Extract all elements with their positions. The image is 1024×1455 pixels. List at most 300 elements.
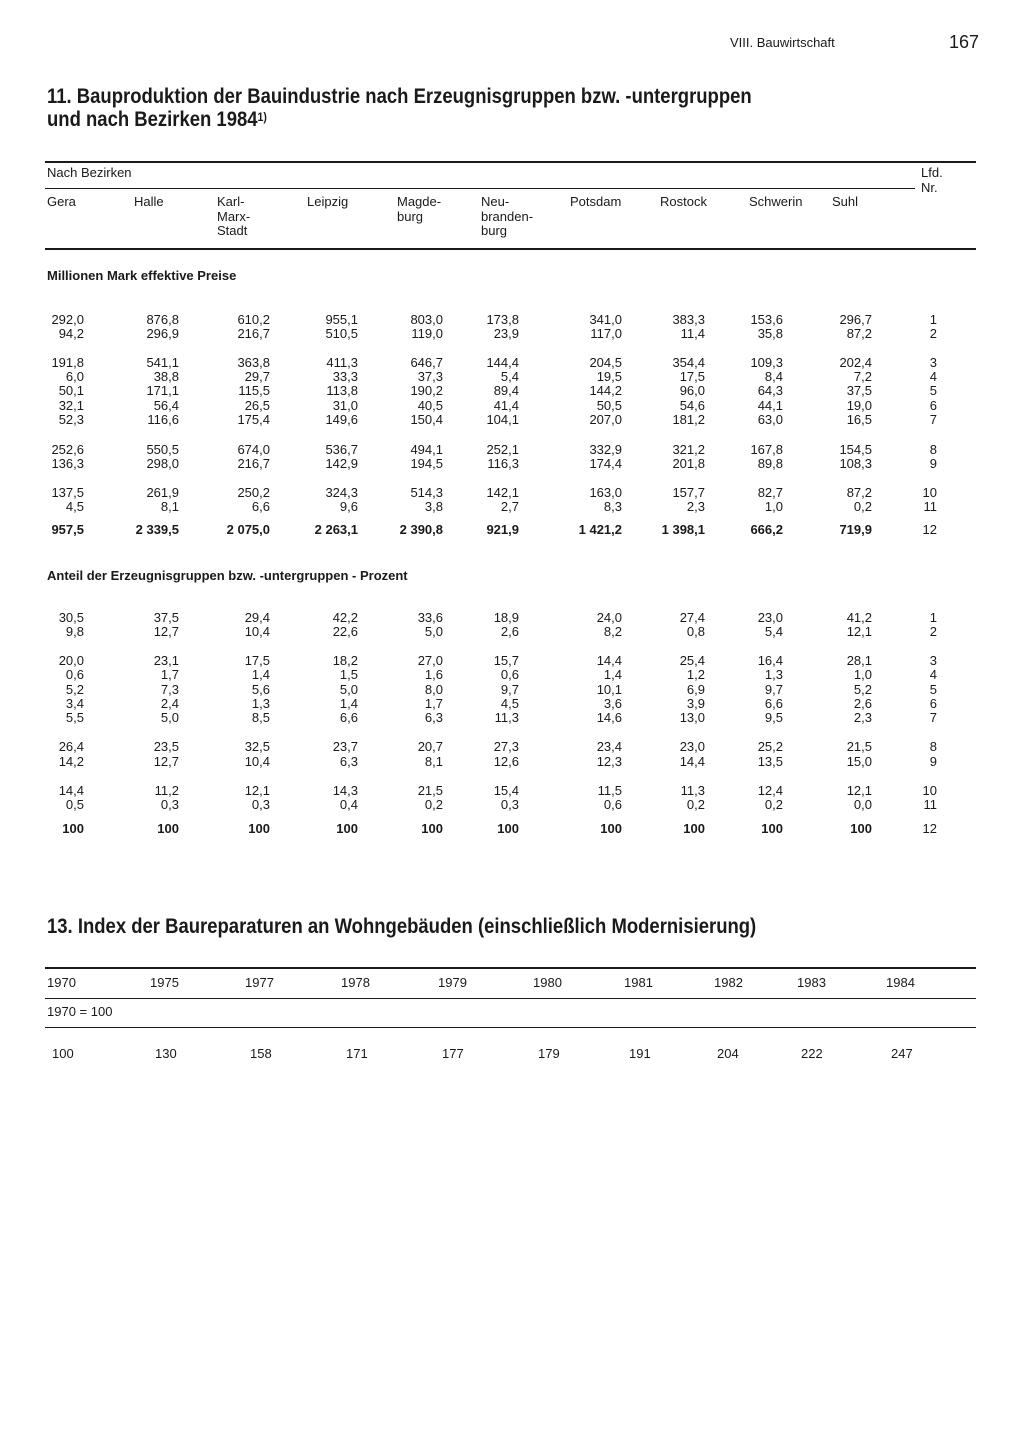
section2-lfd-number: 11 [923, 797, 937, 812]
section2-row-12 [0, 821, 1024, 836]
section2-cell: 32,5 [244, 739, 270, 754]
section1-cell: 8,4 [764, 369, 783, 384]
section1-cell: 26,5 [244, 398, 270, 413]
section1-cell: 216,7 [237, 326, 270, 341]
section1-cell: 44,1 [757, 398, 783, 413]
section1-cell: 137,5 [51, 485, 84, 500]
section2-cell: 27,4 [679, 610, 705, 625]
section2-cell: 18,9 [493, 610, 519, 625]
section2-lfd-number: 9 [929, 754, 937, 769]
section2-cell: 14,6 [596, 710, 622, 725]
section2-cell: 2,3 [853, 710, 872, 725]
section2-lfd-number: 8 [929, 739, 937, 754]
section1-cell: 33,3 [332, 369, 358, 384]
section1-cell: 63,0 [757, 412, 783, 427]
section2-cell: 5,0 [160, 710, 179, 725]
section1-cell: 41,4 [493, 398, 519, 413]
table11-top-rule [45, 161, 976, 163]
section2-cell: 6,3 [339, 754, 358, 769]
section1-cell: 157,7 [672, 485, 705, 500]
section2-cell: 9,5 [764, 710, 783, 725]
section1-cell: 8,1 [160, 499, 179, 514]
section1-cell: 89,8 [757, 456, 783, 471]
section2-label: Anteil der Erzeugnisgruppen bzw. -untergruppen - Prozent [47, 568, 408, 583]
section2-lfd-number: 4 [929, 667, 937, 682]
section1-cell: 40,5 [417, 398, 443, 413]
section1-cell: 116,6 [147, 412, 179, 427]
table11-title-footnote: 1) [257, 110, 267, 124]
section2-cell: 14,2 [58, 754, 84, 769]
section1-cell: 298,0 [146, 456, 179, 471]
index-year: 1983 [797, 975, 826, 990]
section2-cell: 1,3 [764, 667, 783, 682]
section1-label: Millionen Mark effektive Preise [47, 268, 237, 283]
section1-cell: 646,7 [410, 355, 443, 370]
section2-cell: 1,5 [339, 667, 358, 682]
section2-cell: 100 [761, 821, 783, 836]
section2-cell: 1,0 [853, 667, 872, 682]
column-header-6: Potsdam [570, 194, 622, 209]
section2-cell: 0,5 [65, 797, 84, 812]
section1-lfd-number: 2 [929, 326, 937, 341]
section2-cell: 0,6 [65, 667, 84, 682]
section1-cell: 54,6 [679, 398, 705, 413]
section1-cell: 82,7 [757, 485, 783, 500]
section1-cell: 204,5 [589, 355, 622, 370]
section1-cell: 332,9 [589, 442, 622, 457]
column-header-8: Schwerin [749, 194, 803, 209]
section2-cell: 4,5 [500, 696, 519, 711]
section2-cell: 15,7 [493, 653, 519, 668]
table11-subheader-rule [45, 188, 915, 189]
table11-title-line2 [47, 108, 267, 131]
section2-cell: 3,9 [686, 696, 705, 711]
section1-cell: 108,3 [839, 456, 872, 471]
section1-cell: 19,5 [596, 369, 622, 384]
section1-cell: 191,8 [51, 355, 84, 370]
section1-cell: 354,4 [672, 355, 705, 370]
section1-cell: 1,0 [764, 499, 783, 514]
section2-cell: 27,3 [493, 739, 519, 754]
section2-cell: 100 [248, 821, 270, 836]
index-year: 1970 [47, 975, 76, 990]
index-value: 247 [891, 1046, 913, 1061]
section1-cell: 296,9 [146, 326, 179, 341]
section2-row-8 [0, 739, 1024, 754]
column-header-9: Suhl [832, 194, 859, 209]
section2-cell: 3,4 [65, 696, 84, 711]
section2-row-11 [0, 797, 1024, 812]
column-header-0: Gera [47, 194, 76, 209]
section1-lfd-number: 12 [922, 522, 937, 537]
table11-header-bottom-rule [45, 248, 976, 250]
section2-cell: 100 [683, 821, 705, 836]
section1-cell: 216,7 [237, 456, 270, 471]
section2-cell: 14,4 [58, 783, 84, 798]
section1-cell: 514,3 [410, 485, 443, 500]
section2-cell: 6,6 [764, 696, 783, 711]
section1-lfd-number: 9 [929, 456, 937, 471]
section1-row-11 [0, 499, 1024, 514]
section1-cell: 363,8 [237, 355, 270, 370]
table13-base-label: 1970 = 100 [47, 1004, 113, 1019]
section1-cell: 167,8 [750, 442, 783, 457]
section1-row-9 [0, 456, 1024, 471]
section2-row-3 [0, 653, 1024, 668]
index-value: 191 [629, 1046, 651, 1061]
section2-cell: 9,7 [500, 682, 519, 697]
section2-cell: 0,6 [500, 667, 519, 682]
section1-cell: 321,2 [672, 442, 705, 457]
section2-cell: 0,3 [160, 797, 179, 812]
section1-cell: 955,1 [325, 312, 358, 327]
section1-cell: 94,2 [58, 326, 84, 341]
section1-cell: 674,0 [237, 442, 270, 457]
column-header-1: Halle [134, 194, 164, 209]
table11-title-line1: 11. Bauproduktion der Bauindustrie nach Erzeugnisgruppen bzw. -untergruppen [47, 85, 752, 108]
section1-cell: 190,2 [410, 383, 443, 398]
section1-cell: 35,8 [757, 326, 783, 341]
section2-row-10 [0, 783, 1024, 798]
section1-cell: 174,4 [589, 456, 622, 471]
section2-cell: 0,3 [251, 797, 270, 812]
index-year: 1979 [438, 975, 467, 990]
section2-cell: 23,5 [153, 739, 179, 754]
section2-lfd-number: 10 [922, 783, 937, 798]
section2-cell: 1,2 [686, 667, 705, 682]
section2-cell: 6,6 [339, 710, 358, 725]
section1-cell: 1 421,2 [578, 522, 622, 537]
section1-cell: 261,9 [146, 485, 179, 500]
column-header-7: Rostock [660, 194, 707, 209]
section2-cell: 1,7 [160, 667, 179, 682]
page-number: 167 [949, 32, 980, 52]
index-value: 204 [717, 1046, 739, 1061]
section2-cell: 27,0 [417, 653, 443, 668]
section2-lfd-number: 7 [929, 710, 937, 725]
section1-cell: 109,3 [750, 355, 783, 370]
section1-cell: 31,0 [332, 398, 358, 413]
section2-cell: 23,7 [332, 739, 358, 754]
section2-cell: 2,4 [160, 696, 179, 711]
section1-row-5 [0, 383, 1024, 398]
section2-cell: 0,6 [603, 797, 622, 812]
table13-top-rule [45, 967, 976, 969]
section1-cell: 957,5 [51, 522, 84, 537]
section1-cell: 149,6 [325, 412, 358, 427]
section1-cell: 666,2 [750, 522, 783, 537]
section1-cell: 175,4 [237, 412, 270, 427]
section2-row-9 [0, 754, 1024, 769]
section2-cell: 2,6 [853, 696, 872, 711]
section2-cell: 21,5 [417, 783, 443, 798]
section2-cell: 37,5 [153, 610, 179, 625]
section1-row-7 [0, 412, 1024, 427]
table11-group-header: Nach Bezirken [47, 165, 132, 180]
section1-cell: 876,8 [146, 312, 179, 327]
section2-cell: 12,4 [757, 783, 783, 798]
table13-title: 13. Index der Baureparaturen an Wohngebäuden (einschließlich Modernisierung) [47, 915, 757, 938]
section1-cell: 142,1 [486, 485, 519, 500]
section2-lfd-number: 5 [929, 682, 937, 697]
section1-cell: 119,0 [411, 326, 443, 341]
section1-cell: 2 075,0 [226, 522, 270, 537]
index-year: 1984 [886, 975, 915, 990]
section2-cell: 12,1 [846, 783, 872, 798]
section1-cell: 550,5 [146, 442, 179, 457]
section1-cell: 64,3 [757, 383, 783, 398]
section1-row-10 [0, 485, 1024, 500]
section2-cell: 3,6 [603, 696, 622, 711]
section2-cell: 1,4 [603, 667, 622, 682]
section2-cell: 23,1 [153, 653, 179, 668]
index-value: 177 [442, 1046, 464, 1061]
section1-cell: 89,4 [493, 383, 519, 398]
section2-lfd-number: 6 [929, 696, 937, 711]
section1-cell: 2,3 [686, 499, 705, 514]
section1-cell: 8,3 [603, 499, 622, 514]
section1-cell: 2 339,5 [135, 522, 179, 537]
table11-lfd-header-1: Lfd. [921, 165, 943, 180]
index-value: 100 [52, 1046, 74, 1061]
index-year: 1978 [341, 975, 370, 990]
section2-cell: 20,0 [58, 653, 84, 668]
section2-cell: 6,9 [686, 682, 705, 697]
section1-cell: 154,5 [839, 442, 872, 457]
section1-cell: 207,0 [589, 412, 622, 427]
section2-cell: 14,3 [332, 783, 358, 798]
section2-cell: 0,8 [686, 624, 705, 639]
section1-lfd-number: 5 [929, 383, 937, 398]
section2-cell: 1,3 [251, 696, 270, 711]
section1-row-3 [0, 355, 1024, 370]
index-value: 222 [801, 1046, 823, 1061]
section2-cell: 10,4 [244, 754, 270, 769]
section1-cell: 32,1 [58, 398, 84, 413]
section2-cell: 15,0 [846, 754, 872, 769]
section1-row-12 [0, 522, 1024, 537]
section2-cell: 33,6 [417, 610, 443, 625]
section2-cell: 8,1 [424, 754, 443, 769]
section1-cell: 6,0 [65, 369, 84, 384]
column-header-5: Neu- branden- burg [481, 194, 534, 238]
section2-cell: 12,3 [596, 754, 622, 769]
section1-row-2 [0, 326, 1024, 341]
section1-cell: 250,2 [237, 485, 270, 500]
section1-cell: 494,1 [410, 442, 443, 457]
section1-cell: 6,6 [251, 499, 270, 514]
section2-cell: 8,0 [424, 682, 443, 697]
section2-cell: 100 [497, 821, 519, 836]
section1-cell: 7,2 [853, 369, 872, 384]
section2-cell: 41,2 [846, 610, 872, 625]
section1-cell: 541,1 [146, 355, 179, 370]
section1-cell: 2,7 [500, 499, 519, 514]
section2-cell: 28,1 [846, 653, 872, 668]
section2-cell: 8,2 [603, 624, 622, 639]
section2-cell: 12,7 [153, 754, 179, 769]
section1-cell: 292,0 [51, 312, 84, 327]
table13-year-rule [45, 998, 976, 999]
section2-row-6 [0, 696, 1024, 711]
section2-row-2 [0, 624, 1024, 639]
section2-cell: 10,4 [244, 624, 270, 639]
section2-cell: 24,0 [596, 610, 622, 625]
section1-cell: 173,8 [486, 312, 519, 327]
section2-cell: 13,0 [679, 710, 705, 725]
section2-cell: 20,7 [417, 739, 443, 754]
section1-cell: 536,7 [325, 442, 358, 457]
section1-cell: 117,0 [590, 326, 622, 341]
section2-cell: 12,1 [846, 624, 872, 639]
section2-cell: 10,1 [596, 682, 622, 697]
section2-cell: 5,6 [251, 682, 270, 697]
section1-cell: 150,4 [410, 412, 443, 427]
section1-cell: 2 263,1 [314, 522, 358, 537]
section2-cell: 12,6 [493, 754, 519, 769]
section2-lfd-number: 3 [929, 653, 937, 668]
section1-cell: 163,0 [589, 485, 622, 500]
section1-cell: 56,4 [153, 398, 179, 413]
index-year: 1975 [150, 975, 179, 990]
section2-cell: 11,3 [494, 710, 519, 725]
index-value: 130 [155, 1046, 177, 1061]
section2-cell: 23,0 [679, 739, 705, 754]
section1-cell: 510,5 [325, 326, 358, 341]
index-year: 1982 [714, 975, 743, 990]
section2-cell: 12,7 [153, 624, 179, 639]
section2-cell: 100 [157, 821, 179, 836]
table11-lfd-header-2: Nr. [921, 180, 938, 195]
section2-cell: 1,4 [339, 696, 358, 711]
column-header-4: Magde- burg [397, 194, 442, 224]
section2-cell: 9,8 [65, 624, 84, 639]
section1-row-6 [0, 398, 1024, 413]
section2-cell: 7,3 [160, 682, 179, 697]
section2-cell: 9,7 [764, 682, 783, 697]
section2-cell: 23,4 [596, 739, 622, 754]
section1-cell: 144,4 [486, 355, 519, 370]
section2-cell: 5,2 [65, 682, 84, 697]
section1-lfd-number: 7 [929, 412, 937, 427]
section1-cell: 383,3 [672, 312, 705, 327]
section1-cell: 104,1 [486, 412, 519, 427]
section2-cell: 1,7 [424, 696, 443, 711]
section2-lfd-number: 12 [922, 821, 937, 836]
section2-lfd-number: 1 [929, 610, 937, 625]
section2-cell: 0,2 [764, 797, 783, 812]
section2-cell: 11,5 [597, 783, 622, 798]
section2-row-7 [0, 710, 1024, 725]
section1-lfd-number: 10 [922, 485, 937, 500]
column-header-3: Leipzig [307, 194, 349, 209]
section2-cell: 100 [600, 821, 622, 836]
section2-cell: 12,1 [244, 783, 270, 798]
section2-row-4 [0, 667, 1024, 682]
section1-cell: 181,2 [672, 412, 705, 427]
section2-cell: 100 [421, 821, 443, 836]
section1-cell: 116,3 [487, 456, 519, 471]
table11-title-text: und nach Bezirken 1984 [47, 108, 258, 131]
section1-cell: 144,2 [589, 383, 622, 398]
section1-cell: 52,3 [58, 412, 84, 427]
section1-cell: 921,9 [486, 522, 519, 537]
section1-row-8 [0, 442, 1024, 457]
section2-lfd-number: 2 [929, 624, 937, 639]
section1-cell: 202,4 [839, 355, 872, 370]
section1-cell: 37,5 [846, 383, 872, 398]
section2-cell: 5,0 [424, 624, 443, 639]
section2-cell: 16,4 [757, 653, 783, 668]
section1-cell: 252,1 [486, 442, 519, 457]
index-year: 1977 [245, 975, 274, 990]
index-year: 1980 [533, 975, 562, 990]
section2-cell: 100 [850, 821, 872, 836]
section2-cell: 100 [62, 821, 84, 836]
section1-row-4 [0, 369, 1024, 384]
section1-cell: 50,5 [596, 398, 622, 413]
table13-base-rule [45, 1027, 976, 1028]
section1-cell: 87,2 [846, 326, 872, 341]
section2-cell: 0,3 [500, 797, 519, 812]
section2-cell: 25,2 [757, 739, 783, 754]
section2-cell: 11,2 [154, 783, 179, 798]
section1-cell: 803,0 [410, 312, 443, 327]
section2-cell: 17,5 [244, 653, 270, 668]
section2-cell: 5,5 [65, 710, 84, 725]
column-header-2: Karl- Marx- Stadt [217, 194, 251, 238]
section1-cell: 142,9 [325, 456, 358, 471]
section1-cell: 201,8 [672, 456, 705, 471]
section2-cell: 8,5 [251, 710, 270, 725]
section1-lfd-number: 3 [929, 355, 937, 370]
section1-lfd-number: 4 [929, 369, 937, 384]
section1-cell: 1 398,1 [661, 522, 705, 537]
index-value: 158 [250, 1046, 272, 1061]
section1-cell: 296,7 [839, 312, 872, 327]
section1-lfd-number: 1 [929, 312, 937, 327]
section1-cell: 96,0 [679, 383, 705, 398]
section1-cell: 23,9 [493, 326, 519, 341]
section1-cell: 9,6 [339, 499, 358, 514]
section2-cell: 15,4 [493, 783, 519, 798]
section1-cell: 2 390,8 [399, 522, 443, 537]
section2-cell: 0,2 [424, 797, 443, 812]
section2-cell: 5,0 [339, 682, 358, 697]
section1-cell: 252,6 [51, 442, 84, 457]
section2-cell: 0,0 [853, 797, 872, 812]
section2-cell: 14,4 [679, 754, 705, 769]
section1-row-1 [0, 312, 1024, 327]
section1-cell: 0,2 [853, 499, 872, 514]
section1-cell: 38,8 [153, 369, 179, 384]
section2-cell: 100 [336, 821, 358, 836]
section1-cell: 19,0 [846, 398, 872, 413]
section2-cell: 5,2 [853, 682, 872, 697]
section1-lfd-number: 6 [929, 398, 937, 413]
section2-cell: 29,4 [244, 610, 270, 625]
section2-cell: 14,4 [596, 653, 622, 668]
section2-cell: 11,3 [680, 783, 705, 798]
section2-cell: 0,2 [686, 797, 705, 812]
section2-cell: 2,6 [500, 624, 519, 639]
section1-cell: 113,8 [326, 383, 358, 398]
section1-cell: 3,8 [424, 499, 443, 514]
section2-cell: 21,5 [846, 739, 872, 754]
section2-cell: 13,5 [757, 754, 783, 769]
section2-cell: 1,6 [424, 667, 443, 682]
section1-cell: 324,3 [325, 485, 358, 500]
